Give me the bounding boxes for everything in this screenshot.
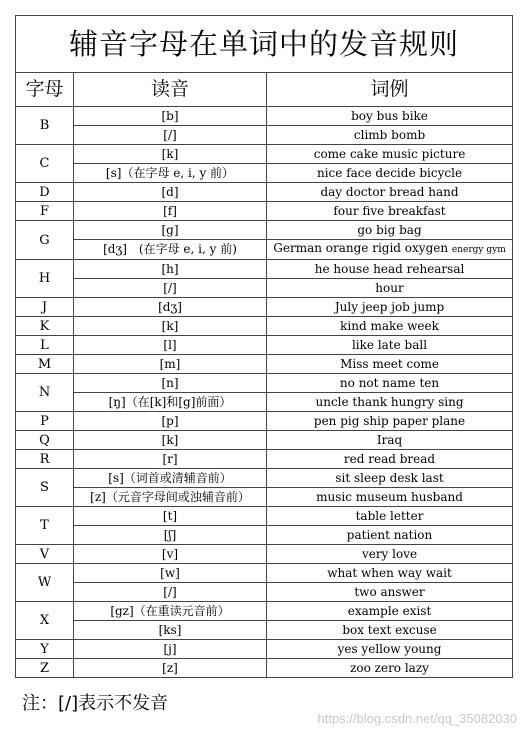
table-row: [16, 469, 513, 488]
examples-cell: [267, 640, 513, 659]
examples-text: Miss meet come: [340, 356, 439, 371]
letter-cell: Q: [16, 431, 74, 450]
letter-cell: R: [16, 450, 74, 469]
examples-cell: [267, 602, 513, 621]
examples-cell: [267, 221, 513, 240]
examples-text: go big bag: [357, 222, 422, 237]
letter-cell: Y: [16, 640, 74, 659]
table-row: [16, 260, 513, 279]
examples-cell: [267, 393, 513, 412]
examples-text: boy bus bike: [351, 108, 428, 123]
examples-text: box text excuse: [342, 622, 437, 637]
examples-text: day doctor bread hand: [320, 184, 459, 199]
letter-cell: W: [16, 564, 74, 602]
examples-text: Iraq: [376, 432, 403, 447]
table-row: [16, 659, 513, 678]
table-row: [16, 279, 513, 298]
examples-text: table letter: [355, 508, 424, 523]
table-row: [16, 393, 513, 412]
watermark: https://blog.csdn.net/qq_35082030: [317, 711, 517, 726]
sound-cell: [p]: [74, 412, 267, 431]
examples-cell: [267, 107, 513, 126]
table-row: [16, 488, 513, 507]
table-row: [16, 183, 513, 202]
sound-cell: [m]: [74, 355, 267, 374]
table-row: [16, 317, 513, 336]
table-row: [16, 107, 513, 126]
sound-cell: [dʒ] (在字母 e, i, y 前): [74, 240, 267, 260]
sound-cell: [g]: [74, 221, 267, 240]
sound-cell: [gz]（在重读元音前）: [74, 602, 267, 621]
sound-cell: [s]（在字母 e, i, y 前）: [74, 164, 267, 183]
sound-cell: [w]: [74, 564, 267, 583]
table-row: [16, 164, 513, 183]
column-header-sound: 读音: [74, 73, 267, 107]
examples-cell: [267, 355, 513, 374]
table-row: [16, 564, 513, 583]
sound-cell: [s]（词首或清辅音前）: [74, 469, 267, 488]
letter-cell: P: [16, 412, 74, 431]
examples-cell: [267, 507, 513, 526]
sound-cell: [b]: [74, 107, 267, 126]
examples-cell: [267, 240, 513, 260]
table-row: [16, 298, 513, 317]
phonics-sheet: [15, 15, 512, 678]
table-row: [16, 583, 513, 602]
letter-cell: D: [16, 183, 74, 202]
column-header-examples: 词例: [267, 73, 513, 107]
examples-cell: [267, 450, 513, 469]
examples-text: sit sleep desk last: [335, 470, 444, 485]
table-row: [16, 640, 513, 659]
examples-cell: [267, 145, 513, 164]
examples-text: red read bread: [343, 451, 436, 466]
sound-cell: [ŋ]（在[k]和[g]前面）: [74, 393, 267, 412]
letter-cell: N: [16, 374, 74, 412]
page-title: 辅音字母在单词中的发音规则: [16, 16, 513, 73]
examples-small-text: energy gym: [451, 245, 506, 255]
table-row: [16, 507, 513, 526]
examples-text: very love: [361, 546, 418, 561]
table-row: [16, 336, 513, 355]
sound-cell: [v]: [74, 545, 267, 564]
examples-text: hour: [375, 280, 404, 295]
examples-cell: [267, 412, 513, 431]
examples-cell: [267, 336, 513, 355]
table-row: [16, 450, 513, 469]
table-row: [16, 355, 513, 374]
examples-text: like late ball: [351, 337, 428, 352]
sound-cell: [/]: [74, 126, 267, 145]
footnote-text: 注：[/]表示不发音: [22, 693, 169, 714]
examples-cell: [267, 279, 513, 298]
letter-cell: M: [16, 355, 74, 374]
table-row: [16, 145, 513, 164]
consonant-rules-table: [15, 15, 513, 678]
letter-cell: B: [16, 107, 74, 145]
sound-cell: [h]: [74, 260, 267, 279]
letter-cell: Z: [16, 659, 74, 678]
examples-text: patient nation: [346, 527, 433, 542]
examples-cell: [267, 126, 513, 145]
examples-cell: [267, 469, 513, 488]
examples-cell: [267, 431, 513, 450]
sound-cell: [t]: [74, 507, 267, 526]
examples-text: German orange rigid oxygen: [273, 241, 449, 255]
table-row: [16, 545, 513, 564]
sound-cell: [j]: [74, 640, 267, 659]
sound-cell: [k]: [74, 431, 267, 450]
examples-cell: [267, 659, 513, 678]
examples-cell: [267, 583, 513, 602]
examples-cell: [267, 526, 513, 545]
examples-text: yes yellow young: [337, 641, 442, 656]
sound-cell: [r]: [74, 450, 267, 469]
letter-cell: T: [16, 507, 74, 545]
examples-text: zoo zero lazy: [350, 660, 429, 675]
sound-cell: [dʒ]: [74, 298, 267, 317]
examples-cell: [267, 202, 513, 221]
examples-text: music museum husband: [316, 489, 463, 504]
examples-text: pen pig ship paper plane: [313, 413, 466, 428]
letter-cell: L: [16, 336, 74, 355]
sound-cell: [f]: [74, 202, 267, 221]
sound-cell: [k]: [74, 145, 267, 164]
column-header-letter: 字母: [16, 73, 74, 107]
table-row: [16, 621, 513, 640]
examples-text: nice face decide bicycle: [316, 165, 463, 180]
examples-text: July jeep job jump: [334, 299, 445, 314]
examples-text: come cake music picture: [313, 146, 466, 161]
letter-cell: X: [16, 602, 74, 640]
examples-cell: [267, 564, 513, 583]
sound-cell: [/]: [74, 279, 267, 298]
examples-cell: [267, 545, 513, 564]
letter-cell: H: [16, 260, 74, 298]
examples-text: no not name ten: [339, 375, 440, 390]
sound-cell: [k]: [74, 317, 267, 336]
table-row: [16, 240, 513, 260]
examples-cell: [267, 374, 513, 393]
sound-cell: [n]: [74, 374, 267, 393]
letter-cell: F: [16, 202, 74, 221]
examples-text: he house head rehearsal: [314, 261, 465, 276]
letter-cell: K: [16, 317, 74, 336]
table-row: [16, 602, 513, 621]
table-row: [16, 374, 513, 393]
table-row: [16, 431, 513, 450]
examples-text: two answer: [354, 584, 425, 599]
examples-text: what when way wait: [327, 565, 452, 580]
table-row: [16, 412, 513, 431]
sound-cell: [z]（元音字母间或浊辅音前）: [74, 488, 267, 507]
examples-cell: [267, 298, 513, 317]
table-row: [16, 126, 513, 145]
examples-cell: [267, 260, 513, 279]
sound-cell: [l]: [74, 336, 267, 355]
examples-cell: [267, 164, 513, 183]
letter-cell: J: [16, 298, 74, 317]
examples-text: uncle thank hungry sing: [315, 394, 464, 409]
table-row: [16, 202, 513, 221]
sound-cell: [z]: [74, 659, 267, 678]
table-row: [16, 221, 513, 240]
examples-cell: [267, 183, 513, 202]
examples-text: climb bomb: [353, 127, 426, 142]
examples-cell: [267, 488, 513, 507]
letter-cell: C: [16, 145, 74, 183]
sound-cell: [/]: [74, 583, 267, 602]
letter-cell: G: [16, 221, 74, 260]
examples-cell: [267, 621, 513, 640]
rules-body: [16, 107, 513, 678]
examples-cell: [267, 317, 513, 336]
sound-cell: [ʃ]: [74, 526, 267, 545]
letter-cell: S: [16, 469, 74, 507]
examples-text: kind make week: [340, 318, 439, 333]
letter-cell: V: [16, 545, 74, 564]
sound-cell: [ks]: [74, 621, 267, 640]
sound-cell: [d]: [74, 183, 267, 202]
examples-text: four five breakfast: [333, 203, 446, 218]
table-row: [16, 526, 513, 545]
examples-text: example exist: [347, 603, 432, 618]
